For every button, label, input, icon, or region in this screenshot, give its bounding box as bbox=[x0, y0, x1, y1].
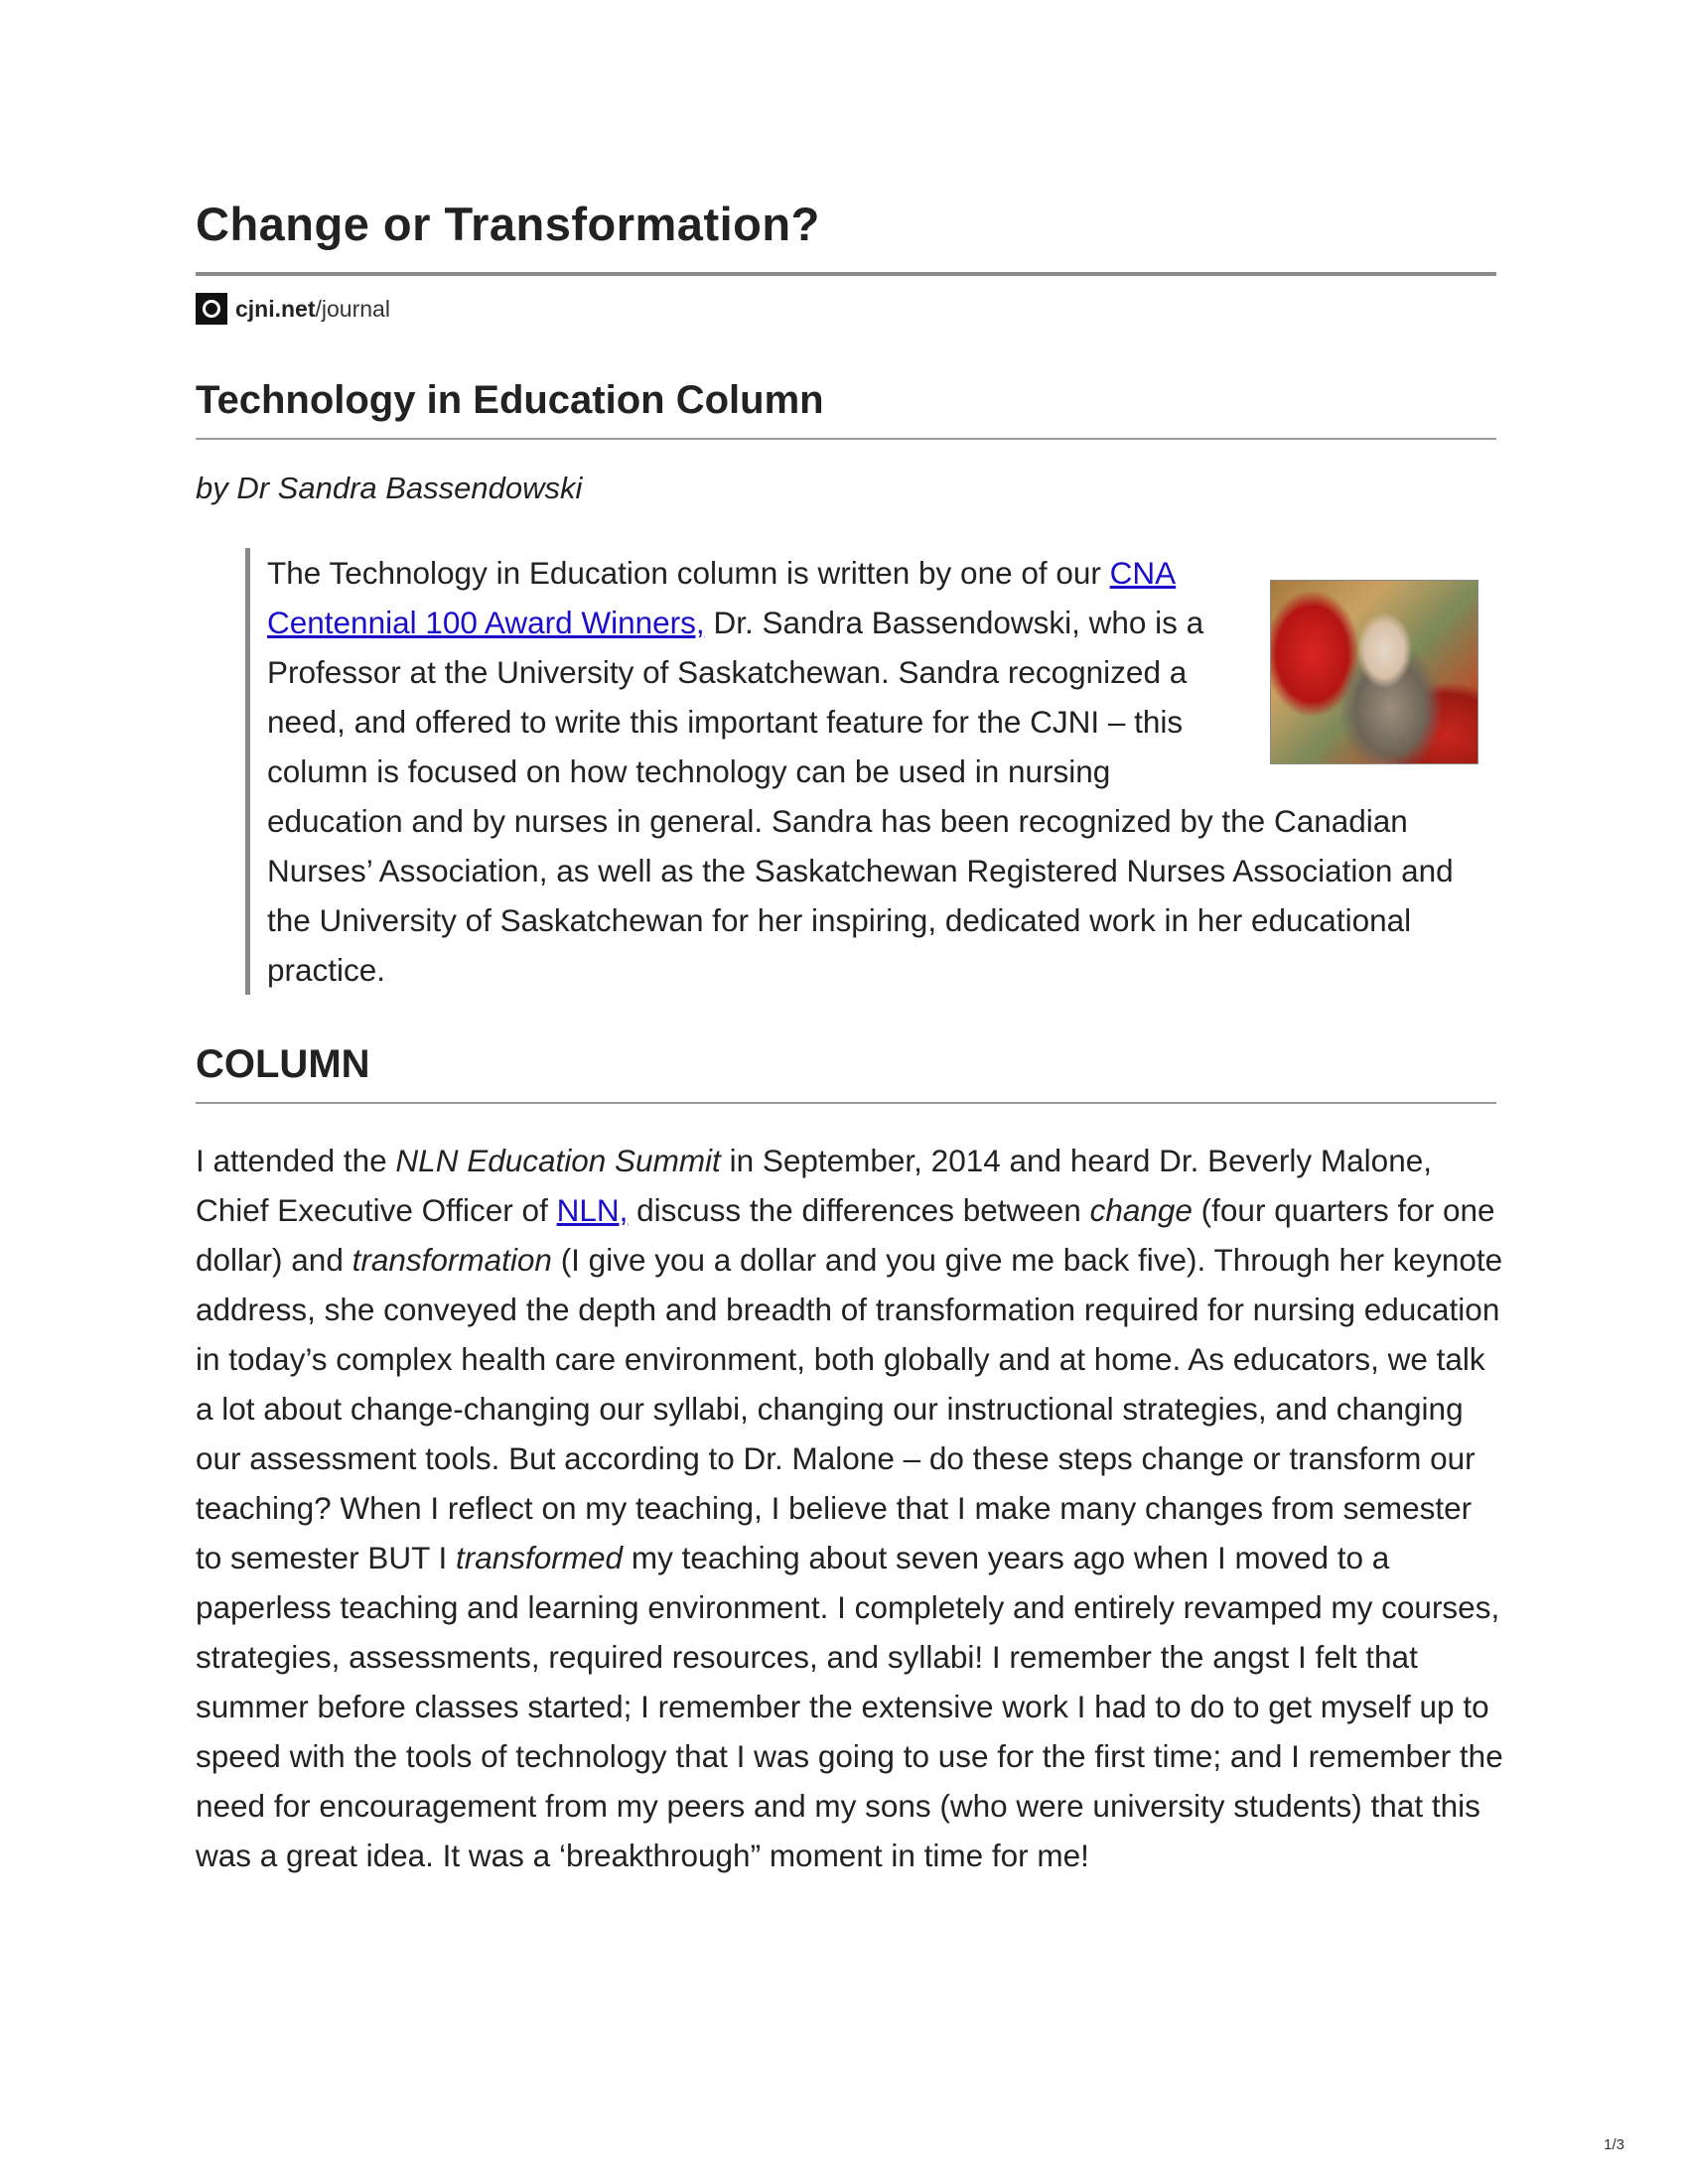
intro-text-end: Dr. Sandra Bassendowski, who is a Professor at the University of Saskatchewan. Sandra recognized a need, and offered to write this important feature for the CJNI – this column is focused on how technology can be used in nursing education and by nurses in general. Sandra has been recognized by the Canadian Nurses’ Association, as well as the Saskatchewan Registered Nurses Association and the University of Saskatchewan for her inspiring, dedicated work in her educational practice. bbox=[267, 605, 1454, 988]
intro-text-start: The Technology in Education column is written by one of our bbox=[267, 555, 1110, 591]
column-text-2: in September, 2014 and heard Dr. Beverly Malone, Chief Executive Officer of bbox=[196, 1143, 1432, 1228]
column-body bbox=[196, 1136, 1504, 1880]
column-text-5: (I give you a dollar and you give me back five). Through her keynote address, she conveyed the depth and breadth of transformation required for nursing education in today’s complex health care environment, both globally and at home. As educators, we talk a lot about change-changing our syllabi, changing our instructional strategies, and changing our assessment tools. But according to Dr. Malone – do these steps change or transform our teaching? When I reflect on my teaching, I believe that I make many changes from semester to semester BUT I bbox=[196, 1242, 1503, 1575]
transformed-term: transformed bbox=[456, 1540, 624, 1575]
column-divider bbox=[196, 1102, 1496, 1104]
intro-text bbox=[267, 548, 1488, 995]
circle-logo-icon bbox=[196, 293, 227, 325]
intro-blockquote bbox=[245, 548, 1511, 995]
column-text-6: my teaching about seven years ago when I moved to a paperless teaching and learning environment. I completely and entirely revamped my courses, strategies, assessments, required resources, and syllabi! I remember the angst I felt that summer before classes started; I remember the extensive work I had to do to get myself up to speed with the tools of technology that I was going to use for the first time; and I remember the need for encouragement from my peers and my sons (who were university students) that this was a great idea. It was a ‘breakthrough” moment in time for me! bbox=[196, 1540, 1503, 1873]
change-term: change bbox=[1089, 1192, 1193, 1228]
source-domain: cjni.net bbox=[235, 295, 316, 322]
nln-link[interactable]: NLN, bbox=[556, 1192, 629, 1228]
column-text-1: I attended the bbox=[196, 1143, 396, 1178]
column-heading: COLUMN bbox=[196, 1042, 370, 1086]
column-text-3: discuss the differences between bbox=[628, 1192, 1090, 1228]
section-title: Technology in Education Column bbox=[196, 378, 824, 422]
transformation-term: transformation bbox=[352, 1242, 552, 1278]
page-title: Change or Transformation? bbox=[196, 198, 820, 250]
section-divider bbox=[196, 438, 1496, 440]
source-path: /journal bbox=[315, 295, 390, 322]
source-line bbox=[196, 294, 390, 324]
byline: by Dr Sandra Bassendowski bbox=[196, 471, 583, 505]
column-text-4: (four quarters for one dollar) and bbox=[196, 1192, 1495, 1278]
page-number: 1/3 bbox=[1604, 2136, 1624, 2153]
cna-award-link[interactable]: CNA Centennial 100 Award Winners, bbox=[267, 555, 1177, 640]
title-divider bbox=[196, 272, 1496, 276]
summit-name: NLN Education Summit bbox=[395, 1143, 721, 1178]
author-portrait-image bbox=[1270, 580, 1478, 764]
